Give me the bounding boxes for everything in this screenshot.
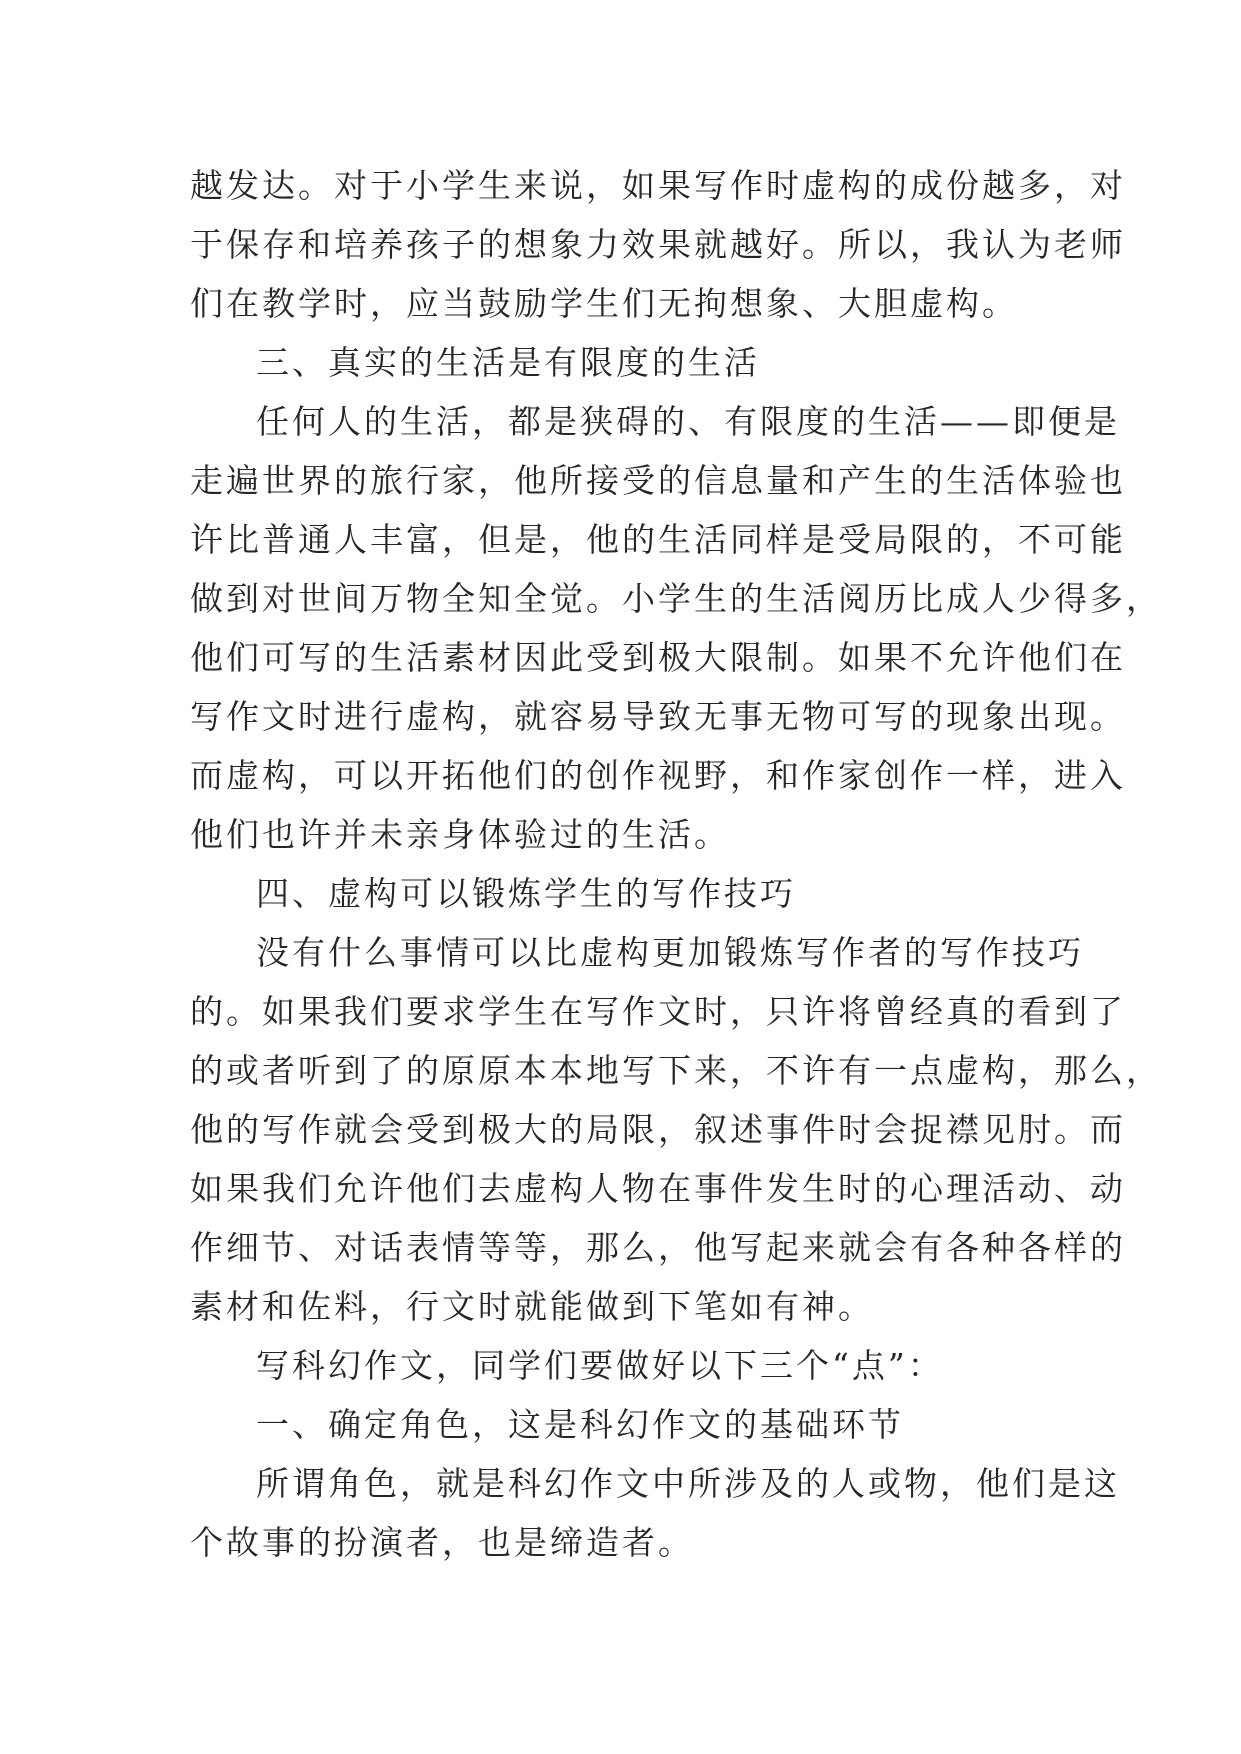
document-body xyxy=(190,156,1162,1572)
text-line: 他们也许并未亲身体验过的生活。 xyxy=(190,815,730,854)
text-line: 没有什么事情可以比虚构更加锻炼写作者的写作技巧 xyxy=(256,933,1084,972)
text-line: 个故事的扮演者，也是缔造者。 xyxy=(190,1523,694,1562)
text-line: 写科幻作文，同学们要做好以下三个“点”： xyxy=(256,1346,944,1385)
text-line: 许比普通人丰富，但是，他的生活同样是受局限的，不可能 xyxy=(190,520,1126,559)
text-line: 的或者听到了的原原本本地写下来，不许有一点虚构，那么， xyxy=(190,1051,1162,1090)
text-line: 素材和佐料，行文时就能做到下笔如有神。 xyxy=(190,1287,874,1326)
text-line: 而虚构，可以开拓他们的创作视野，和作家创作一样，进入 xyxy=(190,756,1126,795)
text-line: 们在教学时，应当鼓励学生们无拘想象、大胆虚构。 xyxy=(190,284,1018,323)
text-line: 他的写作就会受到极大的局限，叙述事件时会捉襟见肘。而 xyxy=(190,1110,1126,1149)
text-line: 如果我们允许他们去虚构人物在事件发生时的心理活动、动 xyxy=(190,1169,1126,1208)
section-heading: 四、虚构可以锻炼学生的写作技巧 xyxy=(256,874,796,913)
text-line: 越发达。对于小学生来说，如果写作时虚构的成份越多，对 xyxy=(190,166,1126,205)
text-line: 于保存和培养孩子的想象力效果就越好。所以，我认为老师 xyxy=(190,225,1126,264)
text-line: 做到对世间万物全知全觉。小学生的生活阅历比成人少得多， xyxy=(190,579,1162,618)
section-heading: 一、确定角色，这是科幻作文的基础环节 xyxy=(256,1405,904,1444)
text-line: 他们可写的生活素材因此受到极大限制。如果不允许他们在 xyxy=(190,638,1126,677)
text-line: 走遍世界的旅行家，他所接受的信息量和产生的生活体验也 xyxy=(190,461,1126,500)
text-line: 写作文时进行虚构，就容易导致无事无物可写的现象出现。 xyxy=(190,697,1126,736)
section-heading: 三、真实的生活是有限度的生活 xyxy=(256,343,760,382)
text-line: 的。如果我们要求学生在写作文时，只许将曾经真的看到了 xyxy=(190,992,1126,1031)
text-line: 作细节、对话表情等等，那么，他写起来就会有各种各样的 xyxy=(190,1228,1126,1267)
text-line: 任何人的生活，都是狭碍的、有限度的生活——即便是 xyxy=(256,402,1120,441)
text-line: 所谓角色，就是科幻作文中所涉及的人或物，他们是这 xyxy=(256,1464,1120,1503)
